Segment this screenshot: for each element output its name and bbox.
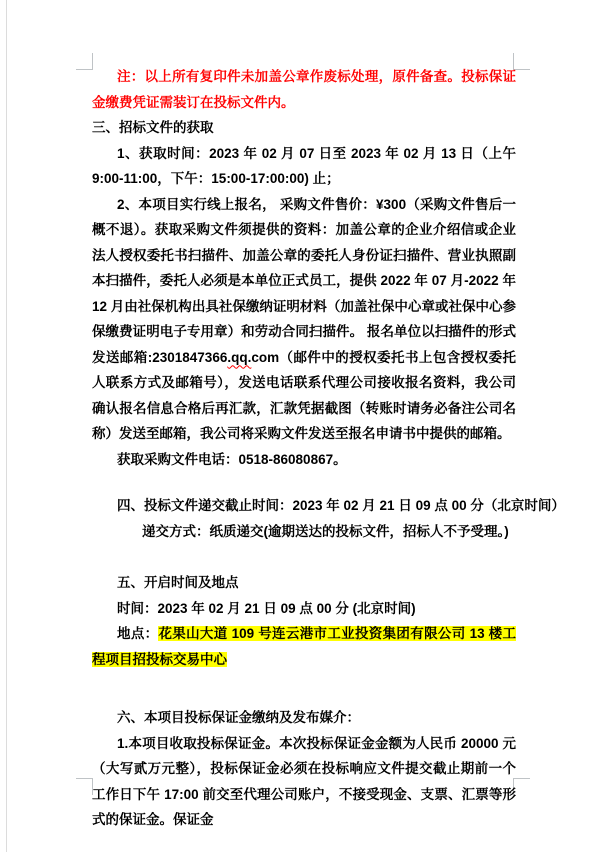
email-domain-part: com — [251, 349, 280, 365]
deposit-paragraph: 1.本项目收取投标保证金。本次投标保证金金额为人民币 20000 元（大写贰万元整），投标保证金必须在投标响应文件提交截止期前一个工作日下午 17:00 前交至代理公司账户，不接受现金、支票、汇票等形式的保证金。保证金 — [92, 735, 516, 827]
section6-heading: 六、本项目投标保证金缴纳及发布媒介： — [117, 710, 360, 725]
margin-crop-mark-top-left — [76, 53, 93, 70]
section5-heading: 五、开启时间及地点 — [117, 575, 239, 590]
page-left-edge — [6, 0, 7, 852]
registration-text-before-email: 2、本项目实行线上报名， 采购文件售价：¥300（采购文件售后一概不退）。获取采购文件须提供的资料：加盖公章的企业介绍信或企业法人授权委托书扫描件、加盖公章的委托人身份证扫描件、营业执照副本扫描件，委托人必须是本单位正式员工，提供 2022 年 07 月-2022 年 12 月由社保机构出具社保缴纳证明材料（加盖社保中心章或社保中心参保缴费证明电子专用章）和劳动合同扫描件。 报名单位以扫描件的形式发送邮箱: — [92, 196, 516, 365]
email-spellcheck-wavy-part: .qq. — [227, 349, 252, 365]
document-body — [92, 64, 565, 833]
phone-paragraph: 获取采购文件电话：0518-86080867。 — [117, 451, 347, 467]
acquisition-time-paragraph: 1、获取时间：2023 年 02 月 07 日至 2023 年 02 月 13 日（上午 9:00-11:00，下午：15:00-17:00:00) 止； — [92, 145, 516, 186]
place-highlighted-address: 花果山大道 109 号连云港市工业投资集团有限公司 13 楼工程项目招投标交易中心 — [92, 626, 517, 667]
place-label: 地点： — [117, 626, 159, 641]
registration-paragraph — [92, 192, 516, 447]
note-paragraph: 注：以上所有复印件未加盖公章作废标处理，原件备查。投标保证金缴费凭证需装订在投标文件内。 — [92, 69, 516, 110]
section4-deadline-line: 四、投标文件递交截止时间：2023 年 02 月 21 日 09 点 00 分（北京时间） — [117, 498, 565, 513]
email-address — [152, 350, 279, 365]
opening-time-line: 时间：2023 年 02 月 21 日 09 点 00 分 (北京时间) — [117, 600, 416, 616]
margin-crop-mark-bottom-left — [76, 778, 93, 795]
opening-place-paragraph — [92, 621, 516, 672]
registration-text-after-email: （邮件中的授权委托书上包含授权委托人联系方式及邮箱号），发送电话联系代理公司接收报名资料，我公司确认报名信息合格后再汇款，汇款凭据截图（转账时请务必备注公司名称）发送至邮箱，我公司将采购文件发送至报名申请书中提供的邮箱。 — [92, 349, 517, 441]
section3-heading: 三、招标文件的获取 — [92, 120, 214, 135]
email-user-part: 2301847366 — [152, 349, 228, 365]
submission-method-line: 递交方式：纸质递交(逾期送达的投标文件，招标人不予受理。) — [142, 523, 509, 539]
